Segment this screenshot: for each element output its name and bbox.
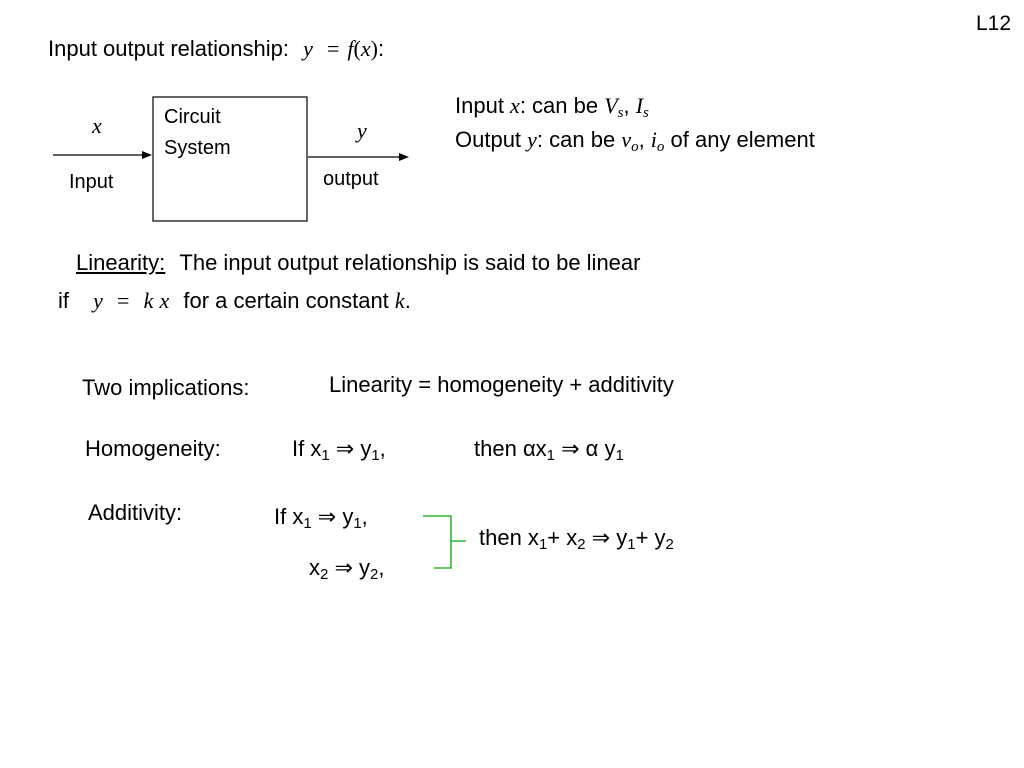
input-note-v: V	[604, 93, 618, 118]
add-l1-post: ,	[361, 504, 368, 529]
linearity-eq-equals: =	[117, 288, 130, 313]
linearity-line	[76, 250, 640, 276]
linearity-text: The input output relationship is said to be linear	[179, 250, 641, 275]
additivity-line2	[309, 555, 384, 583]
linearity-if: if	[58, 288, 69, 313]
homog-if-sub1: 1	[321, 447, 330, 465]
homog-if-y: y	[360, 436, 372, 461]
input-symbol: x	[92, 113, 102, 138]
add-then-arrow: ⇒	[585, 525, 617, 550]
additivity-bracket	[423, 516, 466, 568]
add-then-s1: 1	[538, 536, 548, 554]
linearity-cond-text: for a certain constant	[183, 288, 389, 313]
add-then-s2: 2	[577, 536, 586, 554]
linearity-condition	[58, 288, 411, 314]
add-l1-arrow: ⇒	[311, 504, 343, 529]
linearity-eq-y: y	[93, 288, 103, 313]
box-label-system: System	[164, 137, 231, 159]
title-eq-x: x	[360, 36, 371, 61]
title-text: Input output relationship:	[48, 36, 289, 61]
implications-label: Two implications:	[82, 375, 250, 400]
input-note-comma: ,	[623, 93, 636, 118]
add-l1-sub1: 1	[303, 515, 312, 533]
linearity-k: k	[394, 288, 405, 313]
homog-if-pre: If x	[292, 436, 322, 461]
linearity-period: .	[404, 288, 411, 313]
slide-number: L12	[976, 12, 1012, 35]
homogeneity-label: Homogeneity:	[85, 436, 221, 461]
title-eq-y: y	[303, 36, 313, 61]
homog-then-sub2: 1	[615, 447, 624, 465]
add-then-s3: 1	[627, 536, 636, 554]
title-eq-f: f	[347, 36, 354, 61]
input-arrowhead	[142, 151, 152, 159]
input-note-v-sub: s	[617, 105, 624, 122]
add-then-pre: then x	[479, 525, 539, 550]
homog-then-alpha2: α	[585, 436, 599, 461]
homogeneity-if	[292, 436, 386, 464]
input-note	[455, 93, 649, 122]
homog-then-y: y	[598, 436, 616, 461]
output-note-v: v	[621, 127, 632, 152]
title-eq-equals: =	[326, 36, 340, 61]
additivity-label: Additivity:	[88, 500, 183, 525]
add-then-y1: y	[616, 525, 628, 550]
add-l2-arrow: ⇒	[328, 555, 359, 580]
add-then-plus2: + y	[635, 525, 666, 550]
output-arrowhead	[399, 153, 409, 161]
add-l2-post: ,	[378, 555, 385, 580]
additivity-then	[479, 525, 674, 553]
output-note-pre: Output	[455, 127, 528, 152]
title-eq-open: (	[353, 36, 361, 61]
output-note-v-sub: o	[631, 139, 639, 156]
add-then-s4: 2	[665, 536, 674, 554]
add-l1-sub2: 1	[353, 515, 362, 533]
linearity-eq-k: k	[143, 288, 154, 313]
input-note-sym: x	[510, 93, 520, 118]
add-l1-y: y	[342, 504, 354, 529]
add-l2-pre: x	[309, 555, 320, 580]
homog-then-alpha: α	[522, 436, 536, 461]
homog-if-sub2: 1	[371, 447, 380, 465]
box-label-circuit: Circuit	[164, 106, 221, 128]
add-then-plus1: + x	[547, 525, 578, 550]
output-note-sym: y	[527, 127, 537, 152]
linearity-eq-x: x	[159, 288, 170, 313]
output-symbol: y	[357, 118, 367, 143]
add-l1-pre: If x	[274, 504, 304, 529]
homog-then-arrow: ⇒	[554, 436, 586, 461]
input-note-pre: Input	[455, 93, 511, 118]
implications-formula: Linearity = homogeneity + additivity	[329, 372, 674, 397]
output-note-comma: ,	[638, 127, 651, 152]
output-note-mid: : can be	[536, 127, 622, 152]
homogeneity-then	[474, 436, 624, 464]
homog-then-sub1: 1	[546, 447, 555, 465]
input-note-i: I	[635, 93, 644, 118]
homog-if-post: ,	[379, 436, 386, 461]
additivity-line1	[274, 504, 368, 532]
linearity-heading: Linearity:	[76, 250, 166, 275]
output-note-i: i	[650, 127, 657, 152]
add-l2-y: y	[359, 555, 370, 580]
output-label: output	[323, 168, 379, 190]
input-label: Input	[69, 171, 114, 193]
homog-then-pre: then	[474, 436, 523, 461]
output-note-post: of any element	[664, 127, 815, 152]
output-note-i-sub: o	[656, 139, 665, 156]
homog-if-arrow: ⇒	[329, 436, 361, 461]
title-eq-close: )	[370, 36, 378, 61]
output-note	[455, 127, 815, 156]
input-note-i-sub: s	[643, 105, 649, 122]
input-note-mid: : can be	[519, 93, 605, 118]
add-l2-sub1: 2	[320, 566, 329, 584]
homog-then-x: x	[535, 436, 547, 461]
add-l2-sub2: 2	[370, 566, 379, 584]
title-colon: :	[377, 36, 385, 61]
